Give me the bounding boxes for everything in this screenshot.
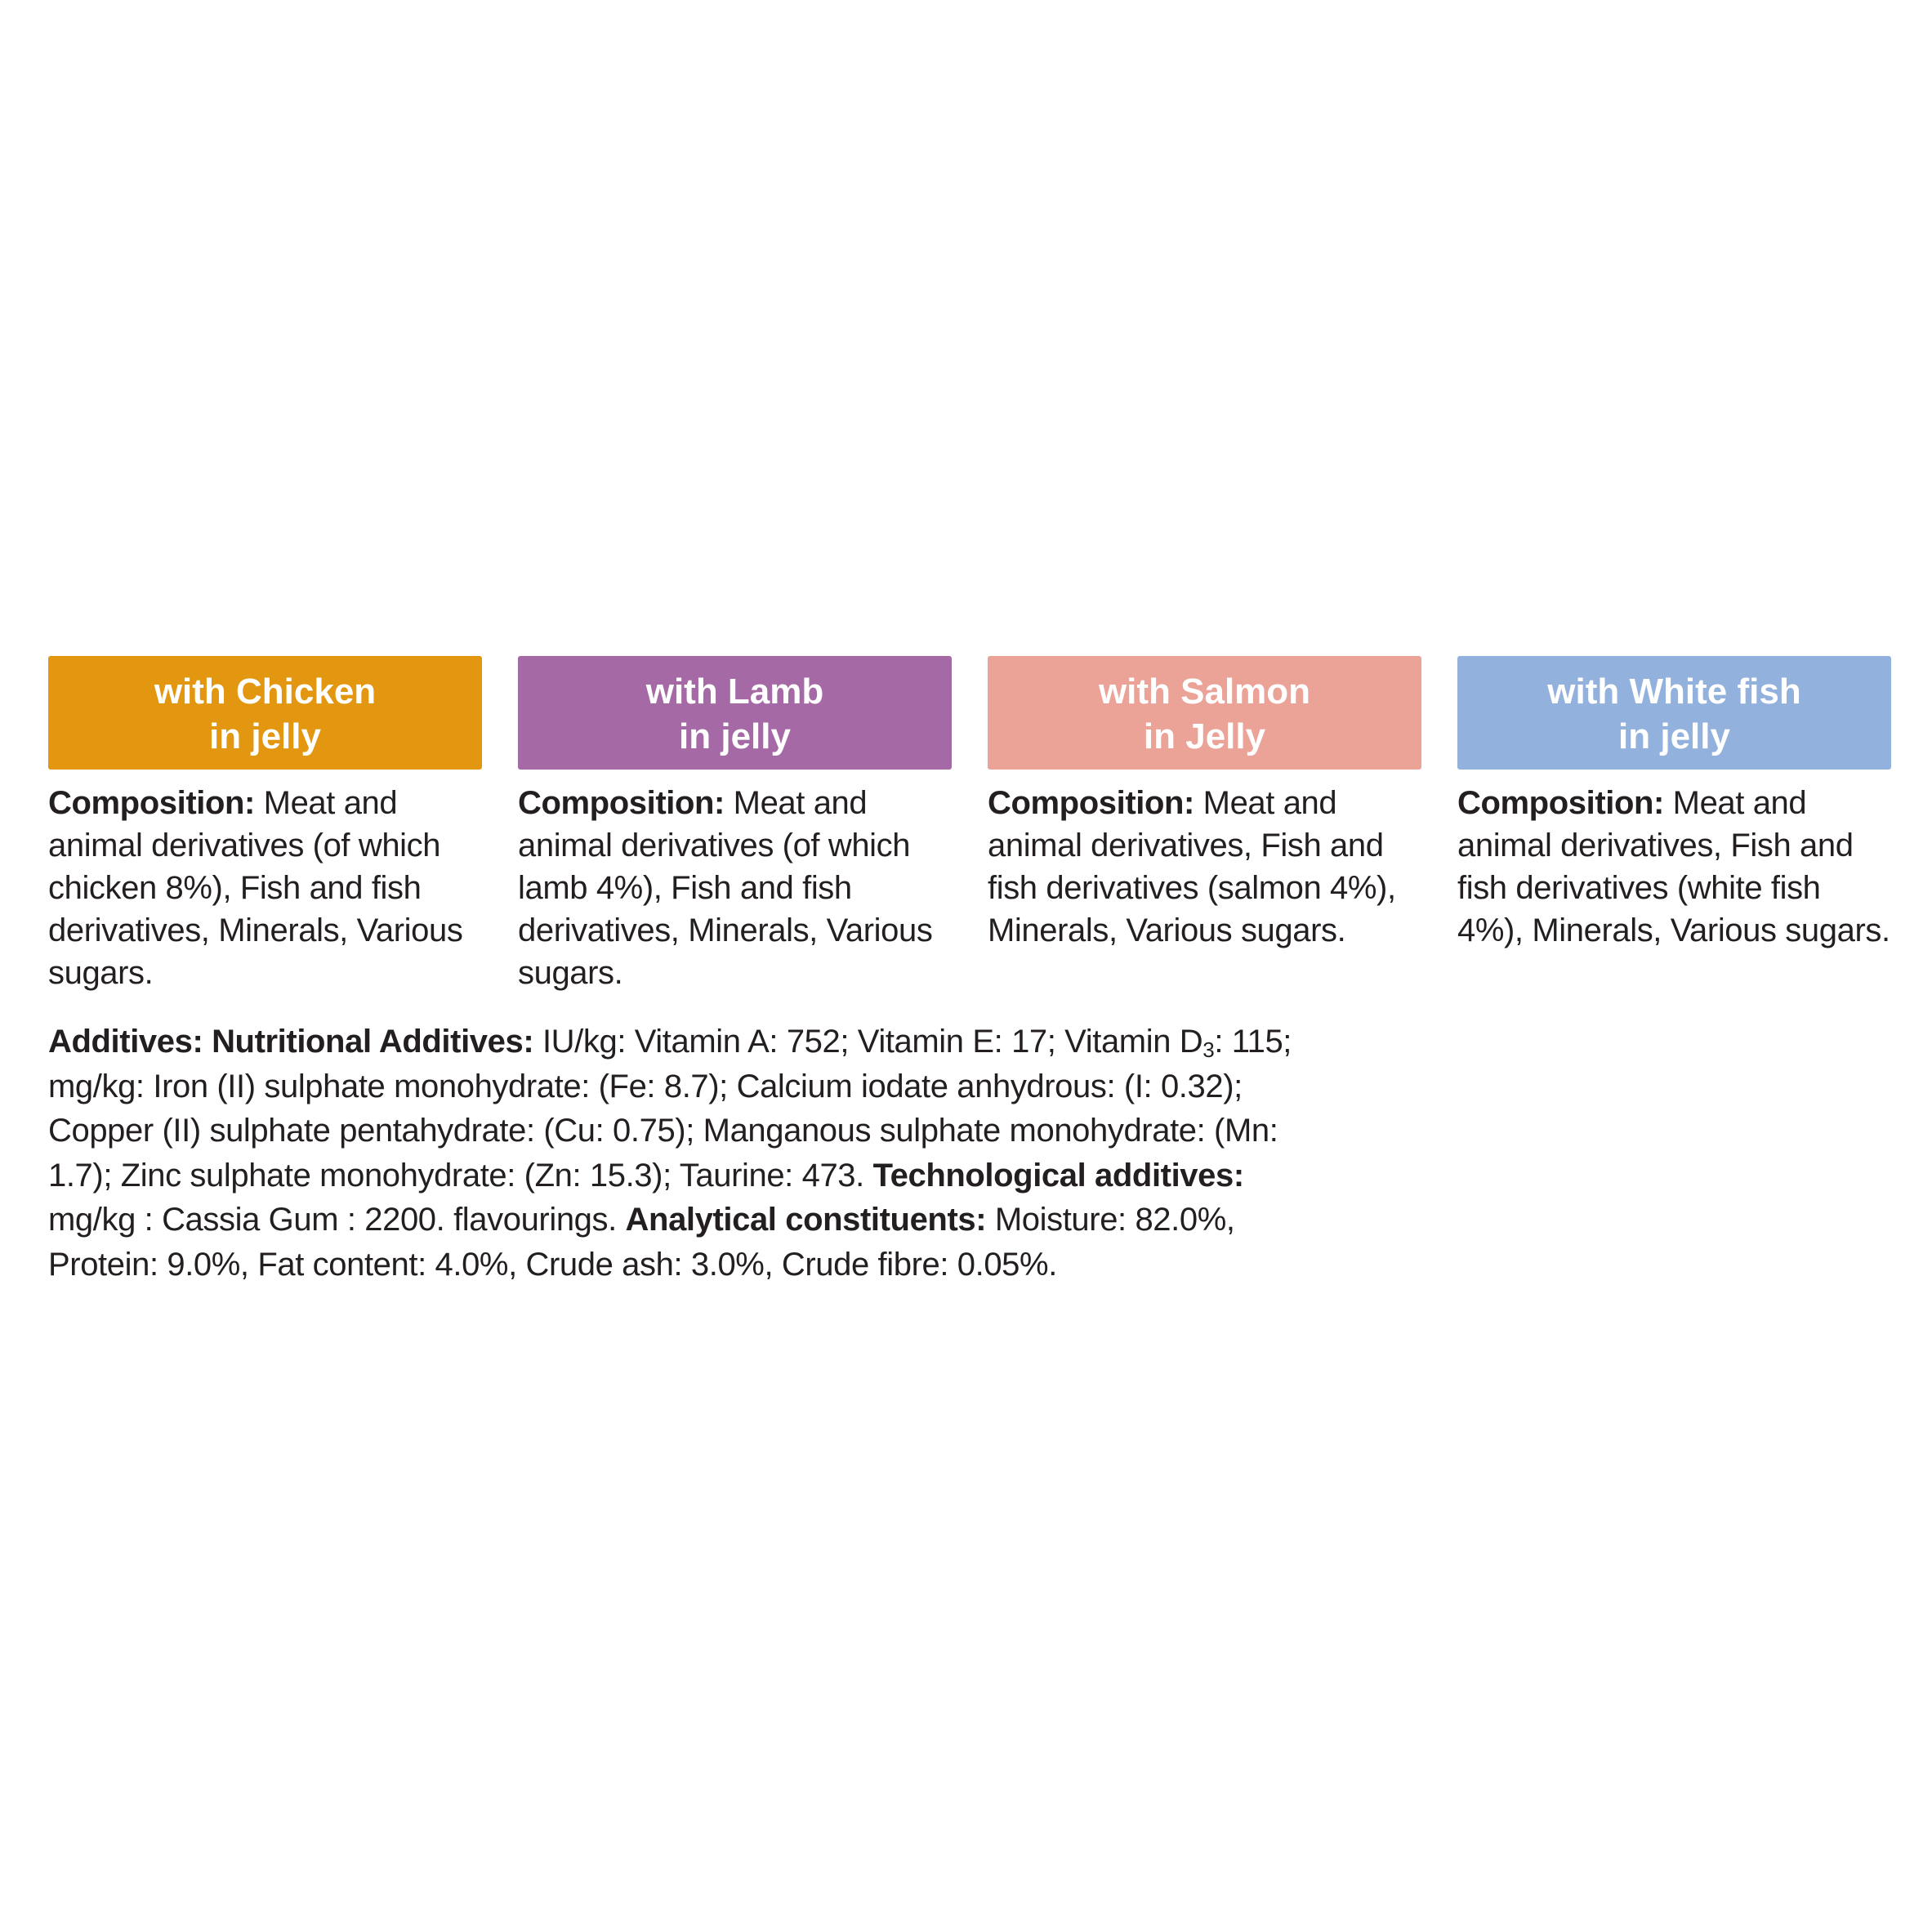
variant-chicken <box>48 656 482 994</box>
composition-body: Meat and animal derivatives, Fish and fish derivatives (salmon 4%), Minerals, Various sugars. <box>988 785 1396 948</box>
analytical-constituents-text: Moisture: 82.0%, Protein: 9.0%, Fat content: 4.0%, Crude ash: 3.0%, Crude fibre: 0.05%. <box>48 1202 1235 1283</box>
variant-banner-chicken <box>48 656 482 770</box>
composition-label: Composition: <box>1457 785 1664 821</box>
variant-columns <box>48 656 1891 994</box>
additives-label: Additives: Nutritional Additives: <box>48 1024 534 1060</box>
banner-title: with Chicken <box>154 671 377 712</box>
composition-label: Composition: <box>518 785 725 821</box>
composition-text <box>988 782 1421 952</box>
variant-lamb <box>518 656 952 994</box>
technological-additives-label: Technological additives: <box>872 1157 1244 1194</box>
composition-body: Meat and animal derivatives (of which lamb 4%), Fish and fish derivatives, Minerals, Various sugars. <box>518 785 933 991</box>
banner-title: with Salmon <box>1098 671 1311 712</box>
banner-title: with White fish <box>1547 671 1801 712</box>
variant-white-fish <box>1457 656 1891 994</box>
vitamin-d-subscript: 3 <box>1202 1037 1215 1062</box>
nutritional-additives-text-continued: : 115; mg/kg: Iron (II) sulphate monohydrate: (Fe: 8.7); Calcium iodate anhydrous: (I: 0.32); Copper (II) sulphate pentahydrate: (Cu: 0.75); Manganous sulphate monohydrate: (Mn: 1.7); Zinc sulphate monohydrate: (Zn: 15.3); Taurine: 473. <box>48 1024 1292 1194</box>
variant-banner-lamb <box>518 656 952 770</box>
composition-body: Meat and animal derivatives, Fish and fish derivatives (white fish 4%), Minerals, Various sugars. <box>1457 785 1890 948</box>
nutritional-additives-text: IU/kg: Vitamin A: 752; Vitamin E: 17; Vitamin D <box>542 1024 1203 1060</box>
composition-text <box>1457 782 1891 952</box>
composition-label: Composition: <box>988 785 1194 821</box>
banner-title: with Lamb <box>645 671 824 712</box>
banner-subtitle: in Jelly <box>1143 716 1266 756</box>
technological-additives-text: mg/kg : Cassia Gum : 2200. flavourings. <box>48 1202 617 1238</box>
composition-label: Composition: <box>48 785 255 821</box>
composition-text <box>48 782 482 994</box>
banner-subtitle: in jelly <box>679 716 791 756</box>
variant-banner-white-fish <box>1457 656 1891 770</box>
variant-salmon <box>988 656 1421 994</box>
composition-body: Meat and animal derivatives (of which chicken 8%), Fish and fish derivatives, Minerals, Various sugars. <box>48 785 463 991</box>
variant-banner-salmon <box>988 656 1421 770</box>
banner-subtitle: in jelly <box>209 716 321 756</box>
composition-text <box>518 782 952 994</box>
banner-subtitle: in jelly <box>1618 716 1730 756</box>
analytical-constituents-label: Analytical constituents: <box>625 1202 987 1238</box>
additives-paragraph <box>48 1020 1323 1287</box>
